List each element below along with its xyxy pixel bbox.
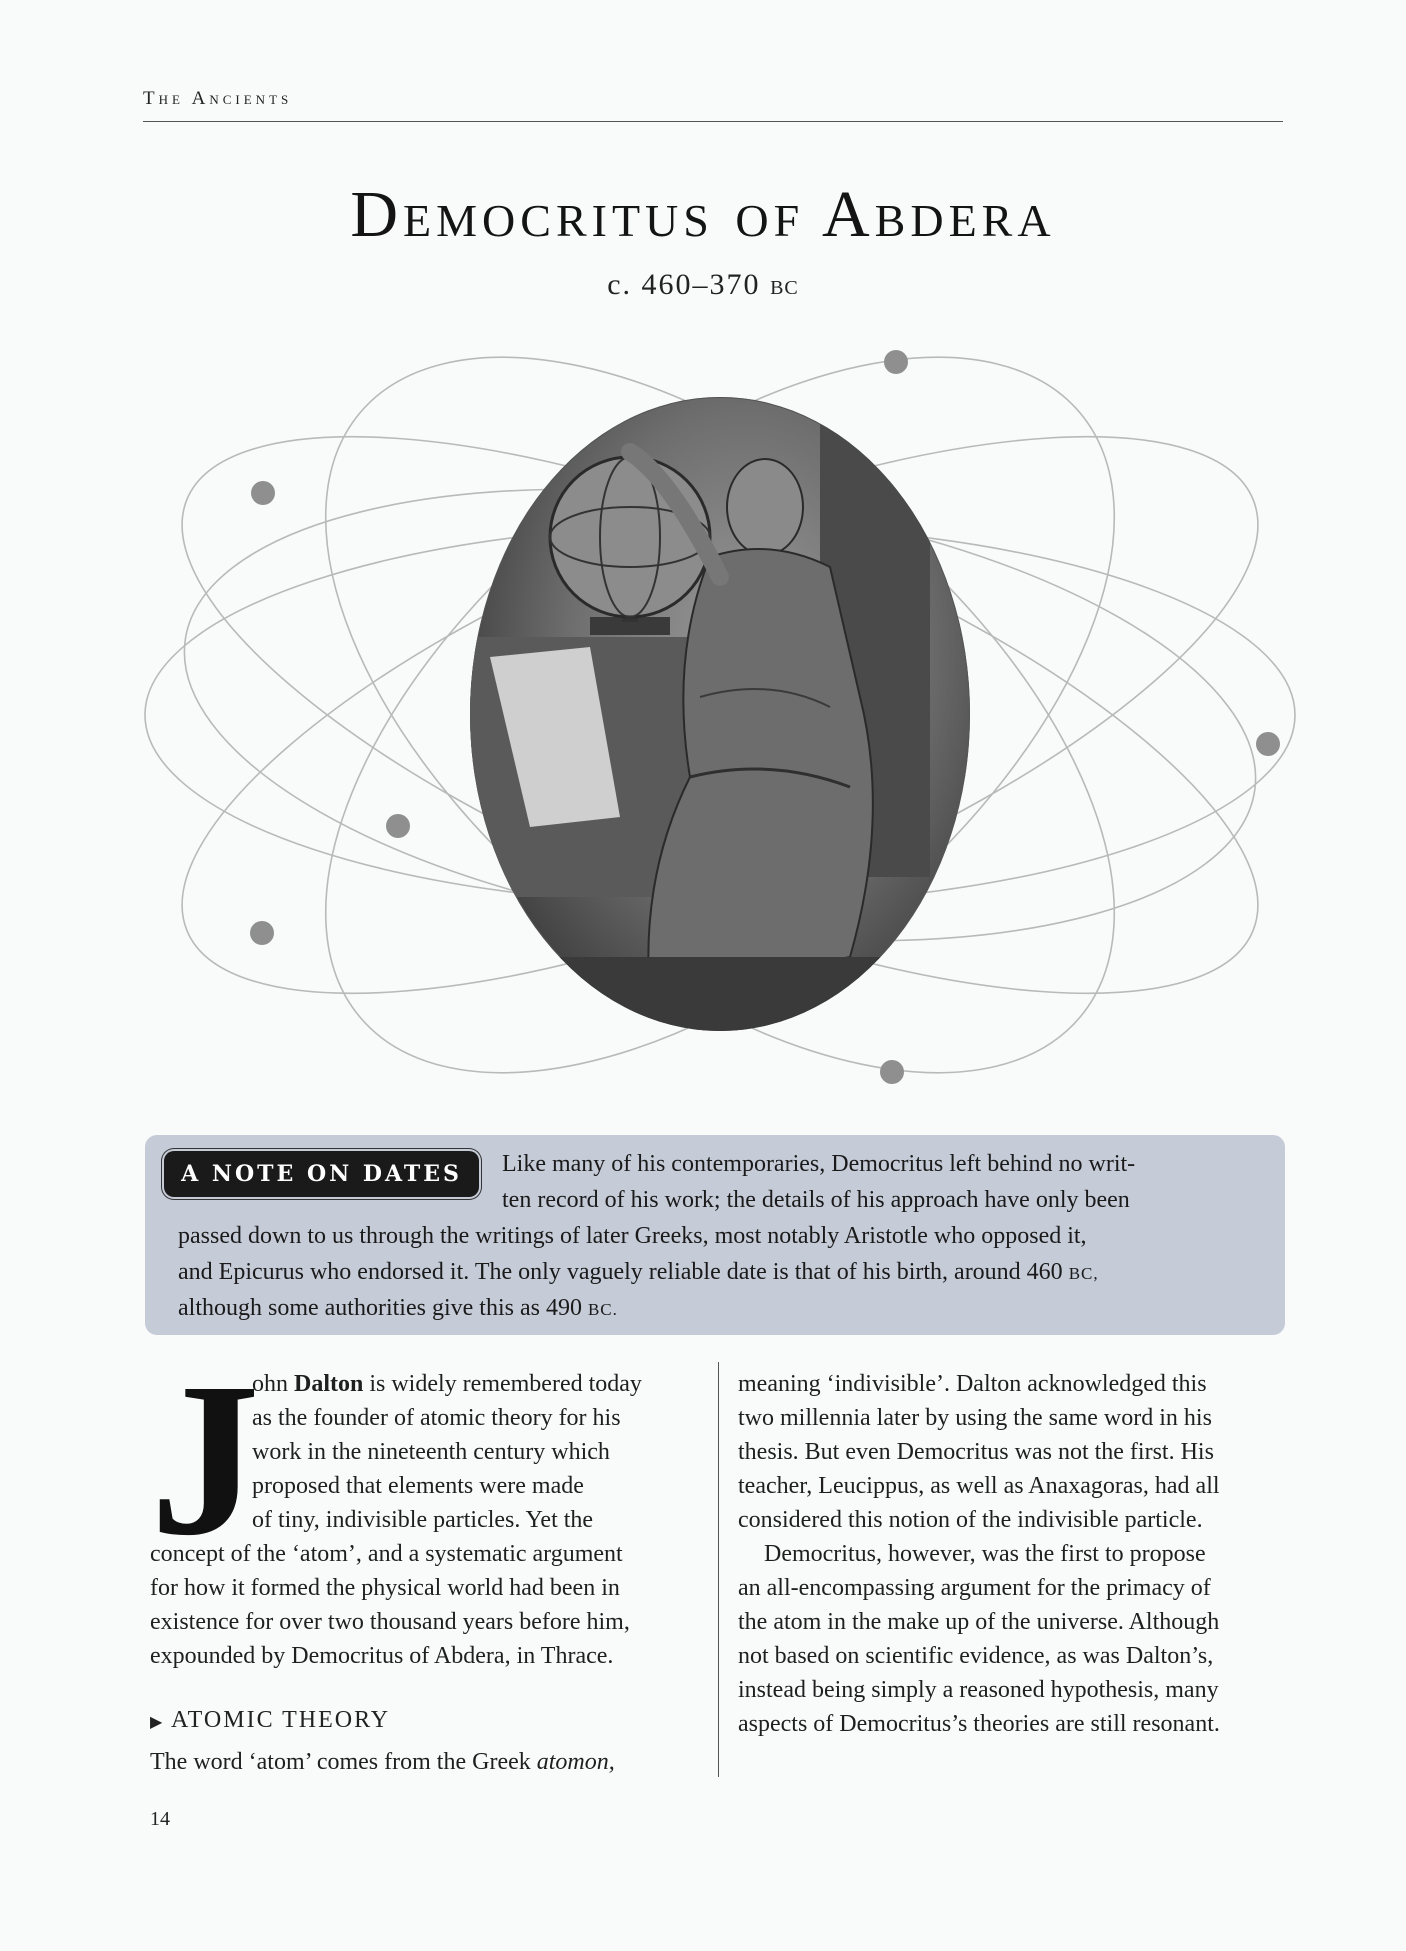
note-line: ten record of his work; the details of his approach have only been (502, 1187, 1130, 1213)
electron-dot (386, 814, 410, 838)
chapter-title: Democritus of Abdera (350, 178, 1056, 251)
electron-dot (251, 481, 275, 505)
note-line: Like many of his contemporaries, Democritus left behind no writ- (502, 1151, 1136, 1177)
body-text: The word ‘atom’ comes from the Greek (150, 1749, 537, 1775)
body-text: is widely remembered today (363, 1371, 642, 1397)
triangle-bullet-icon: ▶ (150, 1714, 165, 1731)
body-line: existence for over two thousand years before him, (150, 1609, 630, 1635)
note-era: BC. (587, 1300, 618, 1319)
body-line (252, 1372, 642, 1396)
subhead-text: ATOMIC THEORY (171, 1707, 391, 1733)
body-line: expounded by Democritus of Abdera, in Thrace. (150, 1643, 614, 1669)
body-line: the atom in the make up of the universe. Although (738, 1609, 1220, 1635)
head-shape (727, 459, 803, 555)
electron-dot (884, 350, 908, 374)
body-line: thesis. But even Democritus was not the first. His (738, 1439, 1214, 1465)
body-line: two millennia later by using the same word in his (738, 1405, 1212, 1431)
section-subhead (150, 1707, 390, 1734)
note-era: BC, (1068, 1264, 1099, 1283)
body-text: ohn (252, 1371, 294, 1397)
body-line: proposed that elements were made (252, 1473, 584, 1499)
greek-term: atomon, (536, 1749, 615, 1775)
body-line (150, 1750, 615, 1774)
floor-shape (470, 957, 970, 1031)
electron-dot (880, 1060, 904, 1084)
globe-shape (550, 457, 710, 617)
life-dates-era: BC (770, 277, 799, 299)
body-line: as the founder of atomic theory for his (252, 1405, 621, 1431)
electron-dot (1256, 732, 1280, 756)
note-line (178, 1260, 1099, 1284)
life-dates (0, 268, 1406, 302)
body-line: teacher, Leucippus, as well as Anaxagoras, had all (738, 1473, 1220, 1499)
portrait-engraving (470, 397, 970, 1031)
body-line: work in the nineteenth century which (252, 1439, 610, 1465)
electron-dot (250, 921, 274, 945)
body-line: for how it formed the physical world had been in (150, 1575, 620, 1601)
body-line: instead being simply a reasoned hypothesis, many (738, 1677, 1219, 1703)
dalton-name: Dalton (294, 1371, 364, 1397)
header-rule (143, 121, 1283, 122)
body-line: considered this notion of the indivisible particle. (738, 1507, 1203, 1533)
note-line (178, 1296, 618, 1320)
body-line: Democritus, however, was the first to propose (764, 1541, 1206, 1567)
note-line: passed down to us through the writings of later Greeks, most notably Aristotle who opposed it, (178, 1223, 1087, 1249)
portrait-figure (470, 397, 970, 1031)
note-line-text: and Epicurus who endorsed it. The only vaguely reliable date is that of his birth, around 460 (178, 1259, 1063, 1285)
body-line: meaning ‘indivisible’. Dalton acknowledged this (738, 1371, 1207, 1397)
body-line: not based on scientific evidence, as was Dalton’s, (738, 1643, 1214, 1669)
running-head: The Ancients (143, 88, 293, 109)
note-line-text: although some authorities give this as 490 (178, 1295, 582, 1321)
page-number: 14 (150, 1808, 170, 1830)
body-line: aspects of Democritus’s theories are still resonant. (738, 1711, 1220, 1737)
life-dates-years: c. 460–370 (607, 268, 761, 301)
drop-cap: J (150, 1337, 260, 1581)
body-line: concept of the ‘atom’, and a systematic argument (150, 1541, 623, 1567)
body-line: of tiny, indivisible particles. Yet the (252, 1507, 594, 1533)
column-divider (718, 1362, 719, 1777)
body-line: an all-encompassing argument for the primacy of (738, 1575, 1211, 1601)
note-label: A NOTE ON DATES (164, 1151, 479, 1197)
